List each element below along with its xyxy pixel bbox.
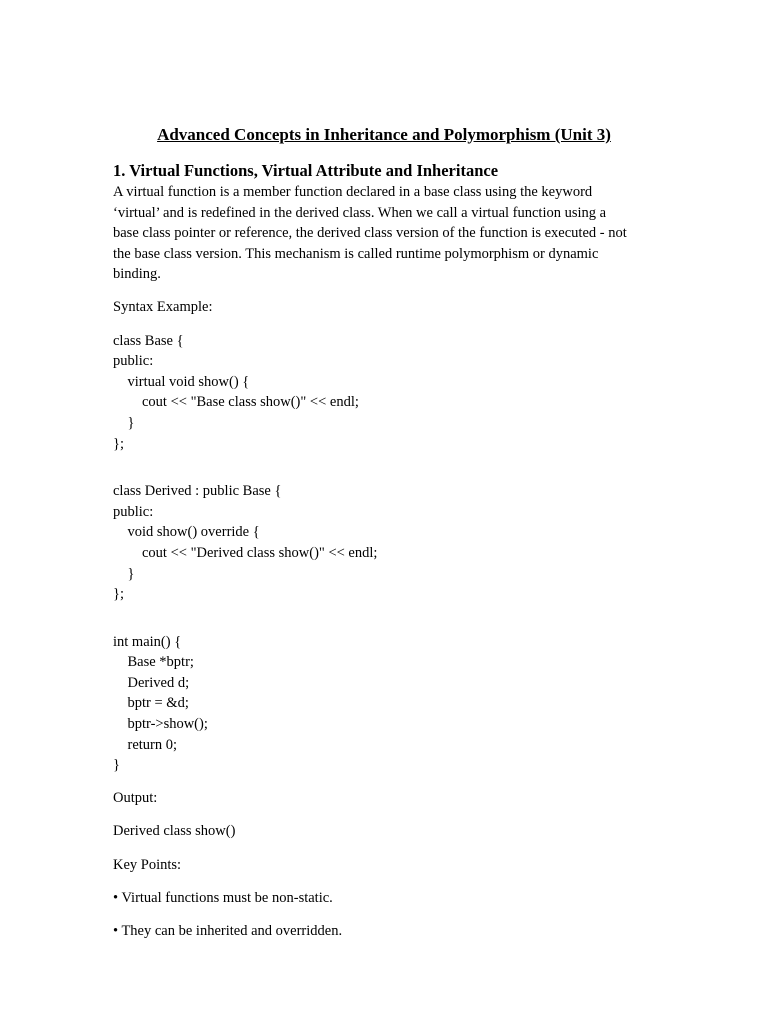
key-point-item: • They can be inherited and overridden. <box>113 922 343 939</box>
code-line <box>113 605 653 632</box>
code-line: }; <box>113 586 124 603</box>
code-line: bptr = &d; <box>113 695 189 712</box>
code-block <box>113 331 653 776</box>
code-line: class Base { <box>113 332 184 349</box>
code-line: public: <box>113 353 154 370</box>
output-value: Derived class show() <box>113 823 236 840</box>
intro-line: ‘virtual’ and is redefined in the derived class. When we call a virtual function using a <box>113 204 607 221</box>
section-heading: 1. Virtual Functions, Virtual Attribute and Inheritance <box>113 161 499 180</box>
code-line: virtual void show() { <box>113 373 250 390</box>
code-line: Base *bptr; <box>113 654 194 671</box>
document-page <box>113 124 653 941</box>
code-line: bptr->show(); <box>113 716 208 733</box>
code-line: }; <box>113 435 124 452</box>
intro-line: binding. <box>113 266 161 283</box>
document-title: Advanced Concepts in Inheritance and Polymorphism (Unit 3) <box>157 125 611 144</box>
intro-paragraph <box>113 182 653 285</box>
syntax-label: Syntax Example: <box>113 299 213 316</box>
code-line <box>113 454 653 481</box>
intro-line: A virtual function is a member function declared in a base class using the keyword <box>113 184 593 200</box>
code-line: } <box>113 414 135 431</box>
code-line: public: <box>113 503 154 520</box>
code-line: class Derived : public Base { <box>113 483 282 500</box>
key-point-item: • Virtual functions must be non-static. <box>113 889 333 906</box>
code-line: } <box>113 565 135 582</box>
code-line: void show() override { <box>113 524 260 541</box>
code-line: cout << "Derived class show()" << endl; <box>113 544 378 561</box>
code-line: int main() { <box>113 633 182 650</box>
code-line: Derived d; <box>113 674 190 691</box>
key-points-label: Key Points: <box>113 856 182 873</box>
intro-line: base class pointer or reference, the derived class version of the function is executed - not <box>113 225 627 242</box>
output-label: Output: <box>113 790 158 807</box>
code-line: return 0; <box>113 736 178 753</box>
code-line: } <box>113 757 120 774</box>
code-line: cout << "Base class show()" << endl; <box>113 394 359 411</box>
intro-line: the base class version. This mechanism is called runtime polymorphism or dynamic <box>113 245 599 262</box>
